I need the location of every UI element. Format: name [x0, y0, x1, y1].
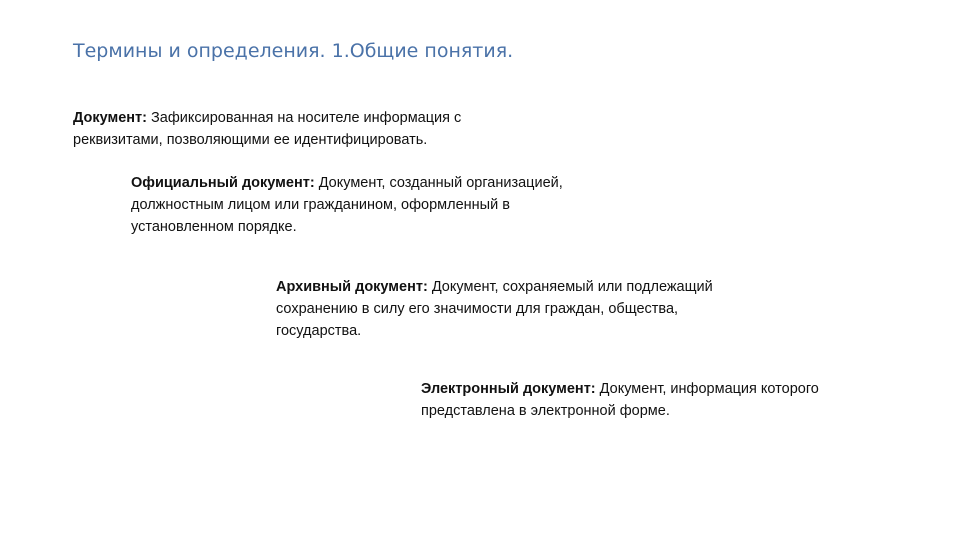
definition-term: Электронный документ:	[421, 381, 596, 397]
definition-term: Архивный документ:	[276, 279, 428, 295]
definition-text: Документ, созданный организацией, должностным лицом или гражданином, оформленный в установленном порядке.	[131, 175, 563, 235]
definition-electronic-document	[421, 378, 891, 422]
definition-text: Документ, информация которого представлена в электронной форме.	[421, 381, 819, 419]
slide-title: Термины и определения. 1.Общие понятия.	[73, 40, 514, 62]
definition-text: Зафиксированная на носителе информация с реквизитами, позволяющими ее идентифицировать.	[73, 110, 462, 148]
definition-text: Документ, сохраняемый или подлежащий сохранению в силу его значимости для граждан, общества, государства.	[276, 279, 713, 339]
definition-term: Документ:	[73, 110, 147, 126]
definition-document	[73, 107, 543, 151]
definition-archival-document	[276, 276, 716, 342]
definition-term: Официальный документ:	[131, 175, 315, 191]
definition-official-document	[131, 172, 601, 238]
